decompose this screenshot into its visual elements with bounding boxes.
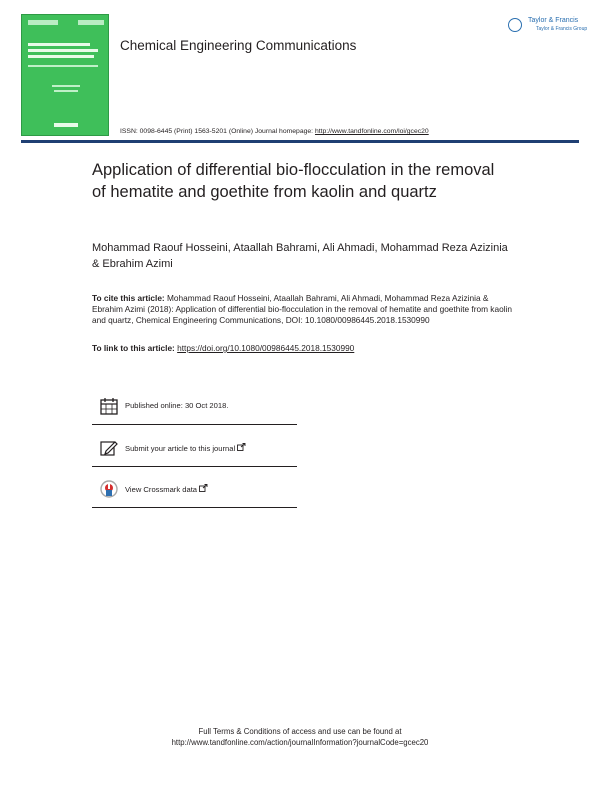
published-online-text: Published online: 30 Oct 2018. [125,401,229,410]
cover-text-line [28,65,98,67]
journal-cover-image [21,14,109,136]
crossmark-link[interactable] [125,484,208,494]
published-online-box [92,388,297,425]
cover-text-line [52,85,80,87]
article-doi-link[interactable]: https://doi.org/10.1080/00986445.2018.1530990 [177,343,355,353]
cover-decoration [78,20,104,25]
citation-block [92,293,512,327]
article-link-line [92,343,354,353]
crossmark-icon [100,480,118,498]
publisher-logo-icon [508,18,522,32]
article-link-label: To link to this article: [92,343,178,353]
footer [0,726,600,748]
publisher-logo[interactable] [508,16,588,38]
issn-text: ISSN: 0098-6445 (Print) 1563-5201 (Online) Journal homepage: [120,128,315,135]
calendar-icon [100,397,118,415]
publisher-logo-subtitle: Taylor & Francis Group [536,26,588,32]
header-divider [21,140,579,143]
journal-title: Chemical Engineering Communications [120,38,357,53]
article-authors: Mohammad Raouf Hosseini, Ataallah Bahrami, Ali Ahmadi, Mohammad Reza Azizinia & Ebrahim Azimi [92,242,508,270]
citation-label: To cite this article: [92,293,167,303]
footer-terms-text: Full Terms & Conditions of access and use can be found at [198,727,402,736]
edit-icon [100,439,118,457]
article-title: Application of differential bio-flocculation in the removal of hematite and goethite from kaolin and quartz [92,161,495,201]
submit-article-box[interactable] [92,430,297,467]
journal-homepage-link[interactable]: http://www.tandfonline.com/loi/gcec20 [314,128,429,135]
cover-title-line [28,49,98,52]
submit-article-text: Submit your article to this journal [125,444,238,453]
crossmark-text: View Crossmark data [125,485,200,494]
cover-text-line [54,90,78,92]
external-link-icon [237,443,246,451]
footer-terms-link[interactable]: http://www.tandfonline.com/action/journalInformation?journalCode=gcec20 [171,738,429,747]
issn-line [120,128,429,135]
citation-text: Mohammad Raouf Hosseini, Ataallah Bahrami, Ali Ahmadi, Mohammad Reza Azizinia & Ebrahim Azimi (2018): Application of differential bio-flocculation in the removal of hematite and goethite from kaolin and quartz, Chemical Engineering Communications, DOI: 10.1080/00986445.2018.1530990 [92,293,512,326]
cover-publisher-mark [54,123,78,127]
cover-title-line [28,43,90,46]
crossmark-box[interactable] [92,471,297,508]
cover-title-line [28,55,94,58]
cover-decoration [28,20,58,25]
publisher-logo-name: Taylor & Francis [528,17,579,24]
external-link-icon [199,484,208,492]
submit-article-link[interactable] [125,443,246,453]
